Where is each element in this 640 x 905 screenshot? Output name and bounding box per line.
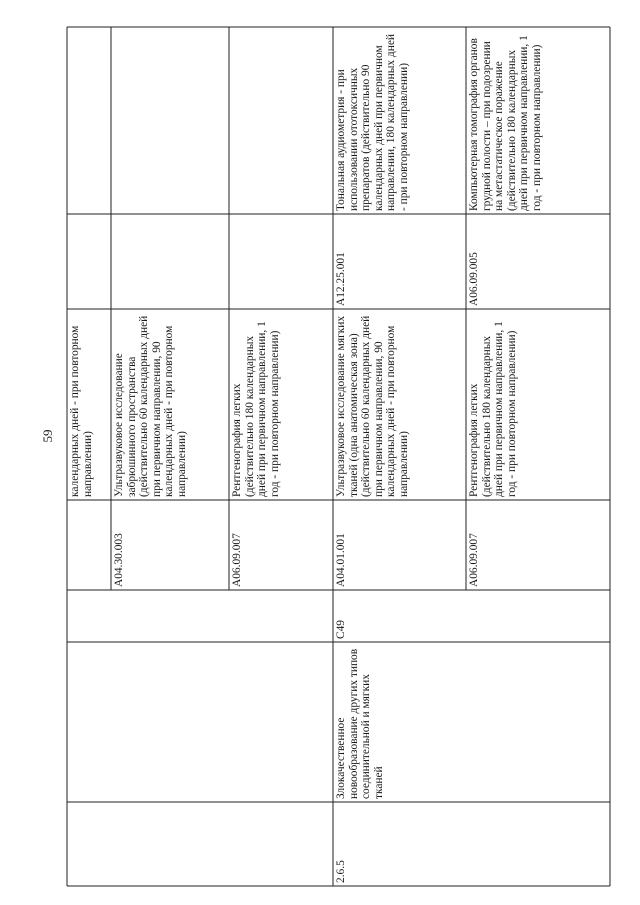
study-name-cell: Рентгенография легких (действительно 180 календарных дней при первичном направлении, 1 год - при повторном направлении) [468,321,518,497]
study-code-cell: A04.01.001 [335,533,347,587]
study-code-cell: A06.09.007 [468,533,480,587]
study-name-cell: Ультразвуковое исследование мягких тканей (одна анатомическая зона) (действительно 60 календарных дней при первичном направлении, 90 календарных дней - при повторном направлении) [335,315,410,497]
section-number-cell: 2.6.5 [335,860,347,883]
study-name-cell: Ультразвуковое исследование забрюшинного пространства (действительно 60 календарных дней при первичном направлении, 90 календарных дней - при повторном направлении) [113,315,188,497]
extra-study-code-cell: A12.25.001 [335,252,347,306]
study-name-cell: Рентгенография легких (действительно 180 календарных дней при первичном направлении, 1 год - при повторном направлении) [231,321,281,497]
extra-study-code-cell: A06.09.005 [468,252,480,306]
diagnosis-cell: Злокачественное новообразование других типов соединительной и мягких тканей [335,648,385,799]
study-code-cell: A04.30.003 [113,533,125,587]
icd-code-cell: C49 [335,620,347,639]
study-name-cell: календарных дней - при повторном направлении) [69,325,94,497]
extra-study-name-cell: Тональная аудиометрия - при использовании ототоксичных препаратов (действительно 90 календарных дней при первичном направлении, 180 календарных дней - при повторном направлении) [335,34,410,211]
extra-study-name-cell: Компьютерная томография органов грудной полости – при подозрении на метастатическое поражение (действительно 180 календарных дней при первичном направлении, 1 год - при повторном направлении) [468,35,543,211]
page-number: 59 [40,429,55,443]
study-code-cell: A06.09.007 [231,533,243,587]
